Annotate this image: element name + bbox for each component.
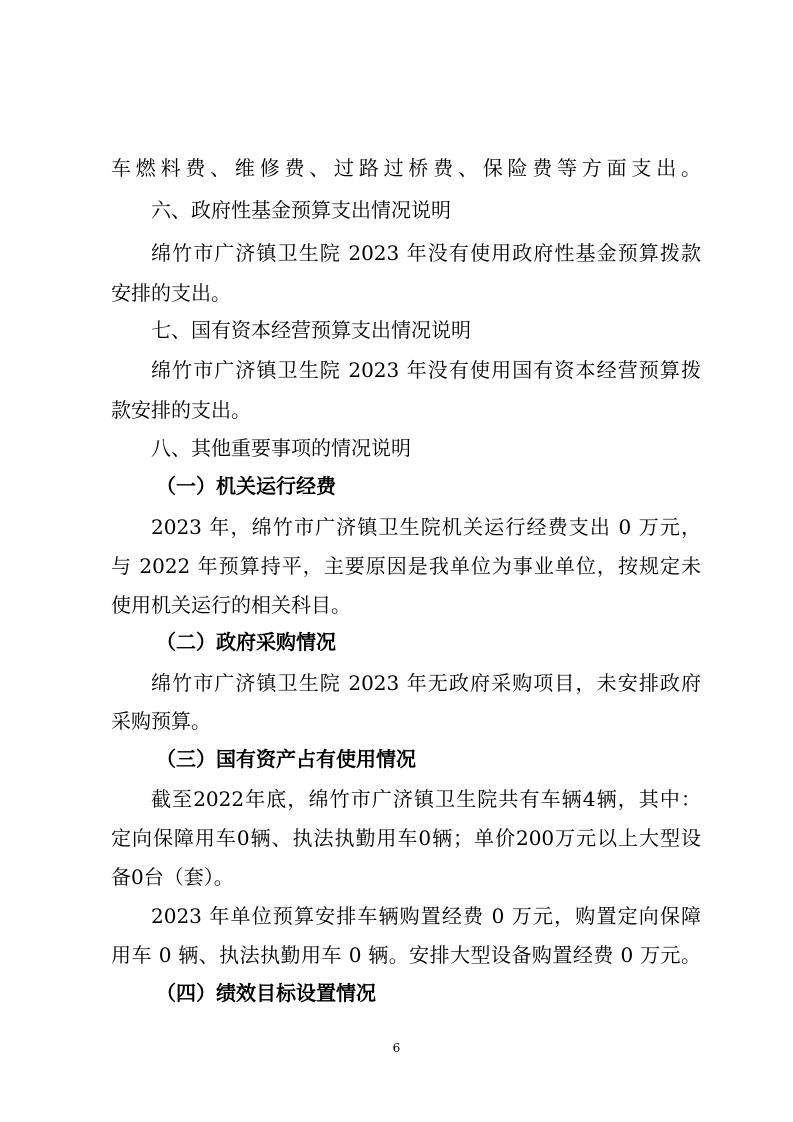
paragraph-line: 截至2022年底，绵竹市广济镇卫生院共有车辆4辆，其中： — [151, 787, 701, 811]
paragraph-line: 绵竹市广济镇卫生院 2023 年无政府采购项目，未安排政府 — [151, 671, 701, 695]
page-number: 6 — [392, 1041, 401, 1055]
subheading-2: （二）政府采购情况 — [156, 630, 336, 654]
paragraph-line: 定向保障用车0辆、执法执勤用车0辆；单价200万元以上大型设 — [111, 826, 701, 850]
paragraph-line: 用车 0 辆、执法执勤用车 0 辆。安排大型设备购置经费 0 万元。 — [111, 943, 701, 967]
subheading-4: （四）绩效目标设置情况 — [156, 981, 376, 1005]
paragraph-line: 款安排的支出。 — [111, 398, 251, 422]
paragraph-line: 与 2022 年预算持平，主要原因是我单位为事业单位，按规定未 — [111, 554, 701, 578]
section-heading-8: 八、其他重要事项的情况说明 — [151, 436, 411, 460]
paragraph-line: 备0台（套）。 — [111, 865, 234, 889]
paragraph-line: 2023 年，绵竹市广济镇卫生院机关运行经费支出 0 万元， — [151, 515, 701, 539]
paragraph-line: 绵竹市广济镇卫生院 2023 年没有使用政府性基金预算拨款 — [151, 241, 701, 265]
subheading-1: （一）机关运行经费 — [156, 474, 336, 498]
paragraph-line: 采购预算。 — [111, 709, 211, 733]
paragraph-line: 使用机关运行的相关科目。 — [111, 593, 351, 617]
paragraph-line: 安排的支出。 — [111, 281, 231, 305]
paragraph-line: 2023 年单位预算安排车辆购置经费 0 万元，购置定向保障 — [151, 904, 701, 928]
section-heading-6: 六、政府性基金预算支出情况说明 — [151, 198, 451, 222]
subheading-3: （三）国有资产占有使用情况 — [156, 747, 416, 771]
section-heading-7: 七、国有资本经营预算支出情况说明 — [151, 318, 471, 342]
paragraph-line: 绵竹市广济镇卫生院 2023 年没有使用国有资本经营预算拨 — [151, 358, 701, 382]
paragraph-line: 车燃料费、维修费、过路过桥费、保险费等方面支出。 — [111, 156, 701, 180]
